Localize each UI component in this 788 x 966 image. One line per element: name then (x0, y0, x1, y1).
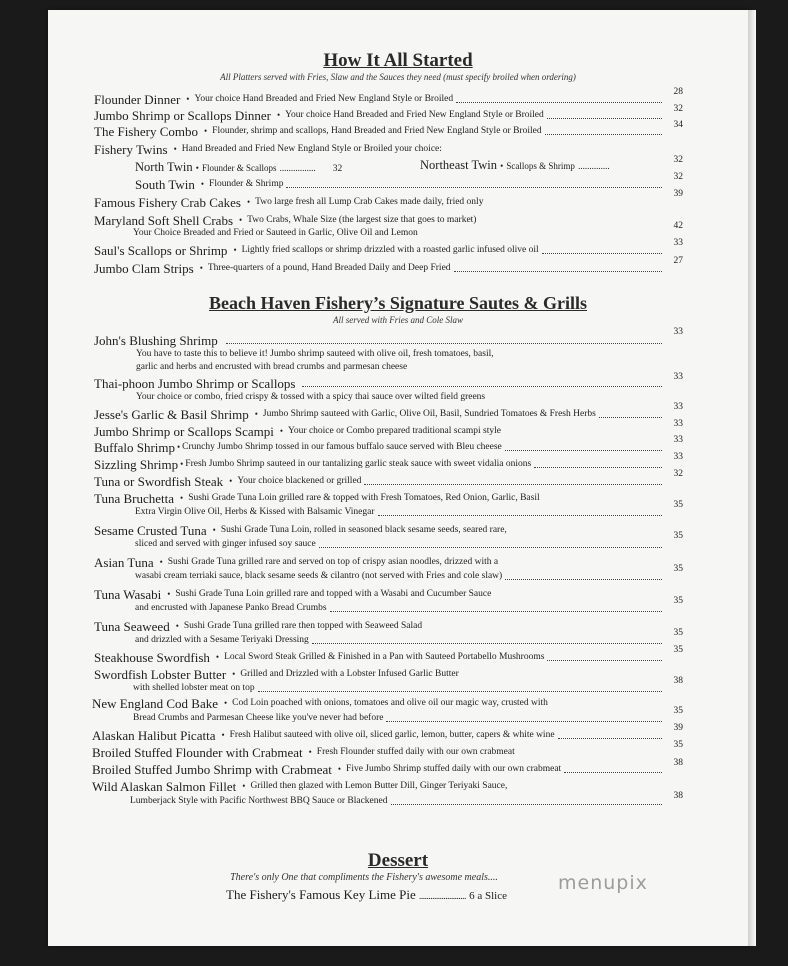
twin-name: Northeast Twin (420, 158, 498, 172)
menu-item-detail (135, 505, 664, 520)
item-name: Tuna or Swordfish Steak (94, 474, 224, 489)
item-price: 35 (673, 596, 683, 606)
dessert-subtitle: There's only One that compliments the Fishery's awesome meals.... (230, 872, 498, 883)
menu-item: Asian Tuna • Sushi Grade Tuna grilled rare and served on top of crispy asian noodles, drizzed with a (94, 555, 499, 570)
item-description: Fresh Jumbo Shrimp sauteed in our tantalizing garlic steak sauce with sweet vidalia onions (185, 459, 532, 469)
item-name: Jumbo Clam Strips (94, 261, 194, 276)
item-description: Lightly fried scallops or shrimp drizzled with a roasted garlic infused olive oil (241, 245, 539, 255)
item-name: Broiled Stuffed Flounder with Crabmeat (92, 745, 303, 760)
item-name: Fishery Twins (94, 142, 168, 157)
item-price: 33 (673, 435, 683, 445)
item-description: Three-quarters of a pound, Hand Breaded Daily and Deep Fried (207, 263, 451, 273)
menu-item-detail (133, 711, 664, 726)
item-description: Extra Virgin Olive Oil, Herbs & Kissed with Balsamic Vinegar (135, 507, 375, 517)
item-name: Saul's Scallops or Shrimp (94, 243, 228, 258)
twin-description: Flounder & Shrimp (209, 179, 284, 189)
menu-item: Tuna or Swordfish Steak • Your choice blackened or grilled (94, 474, 664, 489)
menu-item: Sizzling Shrimp • Fresh Jumbo Shrimp sauteed in our tantalizing garlic steak sauce with sweet vidalia onions (94, 457, 664, 472)
item-name: The Fishery's Famous Key Lime Pie (226, 887, 416, 902)
item-price: 34 (673, 120, 683, 130)
item-name: Thai-phoon Jumbo Shrimp or Scallops (94, 376, 296, 391)
menu-page (48, 10, 748, 946)
menu-item-detail (135, 537, 664, 552)
item-name: John's Blushing Shrimp (94, 333, 218, 348)
item-name: Flounder Dinner (94, 92, 181, 107)
menu-item: Broiled Stuffed Flounder with Crabmeat • Fresh Flounder stuffed daily with our own crabmeat (92, 745, 515, 760)
menu-item: Fishery Twins • Hand Breaded and Fried New England Style or Broiled your choice: (94, 142, 442, 157)
twin-option: South Twin • Flounder & Shrimp (135, 177, 664, 192)
item-price: 38 (673, 676, 683, 686)
menu-item: Saul's Scallops or Shrimp • Lightly fried scallops or shrimp drizzled with a roasted garlic infused olive oil (94, 243, 664, 258)
menu-item-detail (133, 226, 664, 241)
watermark-logo: menupix (558, 872, 648, 894)
item-description: Two Crabs, Whale Size (the largest size that goes to market) (247, 215, 477, 225)
item-price: 33 (673, 327, 683, 337)
item-description: Sushi Grade Tuna Loin, rolled in seasoned black sesame seeds, seared rare, (220, 525, 507, 535)
item-description: Fresh Halibut sauteed with olive oil, sliced garlic, lemon, butter, capers & white wine (229, 730, 555, 740)
menu-item-detail (130, 794, 664, 809)
item-price: 35 (673, 531, 683, 541)
section1-subtitle: All Platters served with Fries, Slaw and the Sauces they need (must specify broiled when ordering) (220, 72, 576, 82)
item-name: Asian Tuna (94, 555, 154, 570)
item-name: Wild Alaskan Salmon Fillet (92, 779, 237, 794)
item-description: Sushi Grade Tuna grilled rare then topped with Seaweed Salad (183, 621, 423, 631)
item-name: Tuna Bruchetta (94, 491, 175, 506)
menu-item-detail (135, 633, 664, 648)
dessert-title: Dessert (367, 850, 429, 871)
item-name: Sesame Crusted Tuna (94, 523, 207, 538)
item-name: Swordfish Lobster Butter (94, 667, 227, 682)
item-description: Hand Breaded and Fried New England Style or Broiled your choice: (181, 144, 442, 154)
item-description: Cod Loin poached with onions, tomatoes and olive oil our magic way, crusted with (232, 698, 548, 708)
item-name: Alaskan Halibut Picatta (92, 728, 216, 743)
item-price: 32 (673, 172, 683, 182)
section2-title: Beach Haven Fishery’s Signature Sautes & Grills (209, 293, 587, 313)
twin-option: Northeast Twin • Scallops & Shrimp .............. (420, 158, 610, 172)
menu-item: Jumbo Shrimp or Scallops Dinner • Your choice Hand Breaded and Fried New England Style or Broiled (94, 108, 664, 123)
menu-item: New England Cod Bake • Cod Loin poached with onions, tomatoes and olive oil our magic way, crusted with (92, 696, 548, 711)
menu-item: Jumbo Shrimp or Scallops Scampi • Your choice or Combo prepared traditional scampi style (94, 424, 501, 439)
menu-item: Flounder Dinner • Your choice Hand Breaded and Fried New England Style or Broiled (94, 92, 664, 107)
item-price: 27 (673, 256, 683, 266)
item-price: 33 (673, 402, 683, 412)
section2-subtitle: All served with Fries and Cole Slaw (333, 315, 463, 325)
twin-name: South Twin (135, 177, 195, 192)
item-description: Your choice Hand Breaded and Fried New England Style or Broiled (285, 110, 544, 120)
item-price: 35 (673, 564, 683, 574)
item-description: Your choice Hand Breaded and Fried New England Style or Broiled (194, 94, 454, 104)
item-price: 33 (673, 452, 683, 462)
menu-item: Broiled Stuffed Jumbo Shrimp with Crabmeat • Five Jumbo Shrimp stuffed daily with our own crabmeat (92, 762, 664, 777)
menu-item (94, 376, 664, 391)
item-name: Maryland Soft Shell Crabs (94, 213, 234, 228)
twin-option: North Twin • Flounder & Scallops ................ 32 (135, 160, 343, 174)
twin-name: North Twin (135, 160, 193, 174)
menu-item: Wild Alaskan Salmon Fillet • Grilled then glazed with Lemon Butter Dill, Ginger Teriyaki Sauce, (92, 779, 508, 794)
item-description: Sushi Grade Tuna Loin grilled rare and topped with a Wasabi and Cucumber Sauce (175, 589, 492, 599)
item-price: 6 a Slice (469, 890, 508, 902)
menu-item-detail (135, 601, 664, 616)
item-description: Grilled and Drizzled with a Lobster Infused Garlic Butter (240, 669, 459, 679)
item-description: Sushi Grade Tuna grilled rare and served on top of crispy asian noodles, drizzed with a (167, 557, 499, 567)
menu-item: Jesse's Garlic & Basil Shrimp • Jumbo Shrimp sauteed with Garlic, Olive Oil, Basil, Sundried Tomatoes & Fresh Herbs (94, 407, 664, 422)
item-name: Tuna Wasabi (94, 587, 162, 602)
dessert-item: The Fishery's Famous Key Lime Pie ......................... 6 a Slice (226, 887, 508, 902)
item-description: with shelled lobster meat on top (133, 683, 255, 693)
menu-item: Jumbo Clam Strips • Three-quarters of a pound, Hand Breaded Daily and Deep Fried (94, 261, 664, 276)
item-price: 32 (673, 104, 683, 114)
item-name: Sizzling Shrimp (94, 457, 179, 472)
menu-item: The Fishery Combo • Flounder, shrimp and scallops, Hand Breaded and Fried New England Style or Broiled (94, 124, 664, 139)
menu-item: Alaskan Halibut Picatta • Fresh Halibut sauteed with olive oil, sliced garlic, lemon, butter, capers & white wine (92, 728, 664, 743)
menu-item: Swordfish Lobster Butter • Grilled and Drizzled with a Lobster Infused Garlic Butter (94, 667, 459, 682)
item-description: Bread Crumbs and Parmesan Cheese like you've never had before (133, 713, 384, 723)
item-description: Jumbo Shrimp sauteed with Garlic, Olive Oil, Basil, Sundried Tomatoes & Fresh Herbs (262, 409, 596, 419)
item-price: 32 (673, 155, 683, 165)
item-description: Sushi Grade Tuna Loin grilled rare & topped with Fresh Tomatoes, Red Onion, Garlic, Basil (188, 493, 540, 503)
item-name: Jesse's Garlic & Basil Shrimp (94, 407, 249, 422)
item-price: 35 (673, 645, 683, 655)
item-price: 32 (673, 469, 683, 479)
twin-description: Scallops & Shrimp (506, 161, 575, 171)
menu-item: Buffalo Shrimp • Crunchy Jumbo Shrimp tossed in our famous buffalo sauce served with Bleu cheese (94, 440, 664, 455)
menu-item-detail (135, 569, 664, 584)
menu-item: Tuna Bruchetta • Sushi Grade Tuna Loin grilled rare & topped with Fresh Tomatoes, Red Onion, Garlic, Basil (94, 491, 540, 506)
item-name: Steakhouse Swordfish (94, 650, 210, 665)
item-description: Five Jumbo Shrimp stuffed daily with our own crabmeat (346, 764, 562, 774)
item-price: 38 (673, 758, 683, 768)
item-name: Broiled Stuffed Jumbo Shrimp with Crabmeat (92, 762, 332, 777)
menu-item: Steakhouse Swordfish • Local Sword Steak Grilled & Finished in a Pan with Sauteed Portabello Mushrooms (94, 650, 664, 665)
item-price: 35 (673, 740, 683, 750)
item-name: Famous Fishery Crab Cakes (94, 195, 241, 210)
item-name: Jumbo Shrimp or Scallops Scampi (94, 424, 274, 439)
item-price: 39 (673, 189, 683, 199)
twin-price: 32 (332, 164, 343, 174)
item-description: Your choice blackened or grilled (237, 476, 362, 486)
item-description: sliced and served with ginger infused soy sauce (135, 539, 316, 549)
item-price: 33 (673, 372, 683, 382)
item-price: 33 (673, 238, 683, 248)
item-price: 35 (673, 628, 683, 638)
item-description: Two large fresh all Lump Crab Cakes made daily, fried only (255, 197, 484, 207)
item-price: 38 (673, 791, 683, 801)
menu-item: Tuna Wasabi • Sushi Grade Tuna Loin grilled rare and topped with a Wasabi and Cucumber Sauce (94, 587, 492, 602)
menu-item: Maryland Soft Shell Crabs • Two Crabs, Whale Size (the largest size that goes to market) (94, 213, 477, 228)
item-description: Fresh Flounder stuffed daily with our own crabmeat (316, 747, 515, 757)
item-price: 35 (673, 706, 683, 716)
item-name: The Fishery Combo (94, 124, 198, 139)
item-name: Buffalo Shrimp (94, 440, 176, 455)
item-description: Your choice or Combo prepared traditional scampi style (288, 426, 501, 436)
item-description: garlic and herbs and encrusted with bread crumbs and parmesan cheese (136, 362, 408, 372)
item-description: Lumberjack Style with Pacific Northwest BBQ Sauce or Blackened (130, 796, 388, 806)
item-description: wasabi cream terriaki sauce, black sesame seeds & cilantro (not served with Fries and cole slaw) (135, 571, 503, 581)
section1-title: How It All Started (323, 50, 473, 71)
item-price: 42 (673, 221, 683, 231)
item-price: 33 (673, 419, 683, 429)
menu-item (94, 333, 664, 348)
item-description: Your Choice Breaded and Fried or Sauteed in Garlic, Olive Oil and Lemon (133, 228, 418, 238)
menu-item: Famous Fishery Crab Cakes • Two large fresh all Lump Crab Cakes made daily, fried only (94, 195, 484, 210)
item-description: Crunchy Jumbo Shrimp tossed in our famous buffalo sauce served with Bleu cheese (182, 442, 502, 452)
menu-item: Tuna Seaweed • Sushi Grade Tuna grilled rare then topped with Seaweed Salad (94, 619, 423, 634)
item-name: Jumbo Shrimp or Scallops Dinner (94, 108, 271, 123)
menu-item: Sesame Crusted Tuna • Sushi Grade Tuna Loin, rolled in seasoned black sesame seeds, seared rare, (94, 523, 507, 538)
item-description: Flounder, shrimp and scallops, Hand Breaded and Fried New England Style or Broiled (212, 126, 542, 136)
item-description: Local Sword Steak Grilled & Finished in a Pan with Sauteed Portabello Mushrooms (224, 652, 545, 662)
item-description: Your choice or combo, fried crispy & tossed with a spicy thai sauce over wilted field greens (136, 392, 486, 402)
item-description: and encrusted with Japanese Panko Bread Crumbs (135, 603, 327, 613)
item-name: New England Cod Bake (92, 696, 219, 711)
item-description: Grilled then glazed with Lemon Butter Dill, Ginger Teriyaki Sauce, (250, 781, 508, 791)
menu-item-detail (133, 681, 664, 696)
item-price: 28 (673, 87, 683, 97)
item-price: 35 (673, 500, 683, 510)
twin-description: Flounder & Scallops (201, 163, 277, 173)
item-description: You have to taste this to believe it! Jumbo shrimp sauteed with olive oil, fresh tomatoes, basil, (136, 349, 494, 359)
item-price: 39 (673, 723, 683, 733)
item-name: Tuna Seaweed (94, 619, 170, 634)
item-description: and drizzled with a Sesame Teriyaki Dressing (135, 635, 309, 645)
